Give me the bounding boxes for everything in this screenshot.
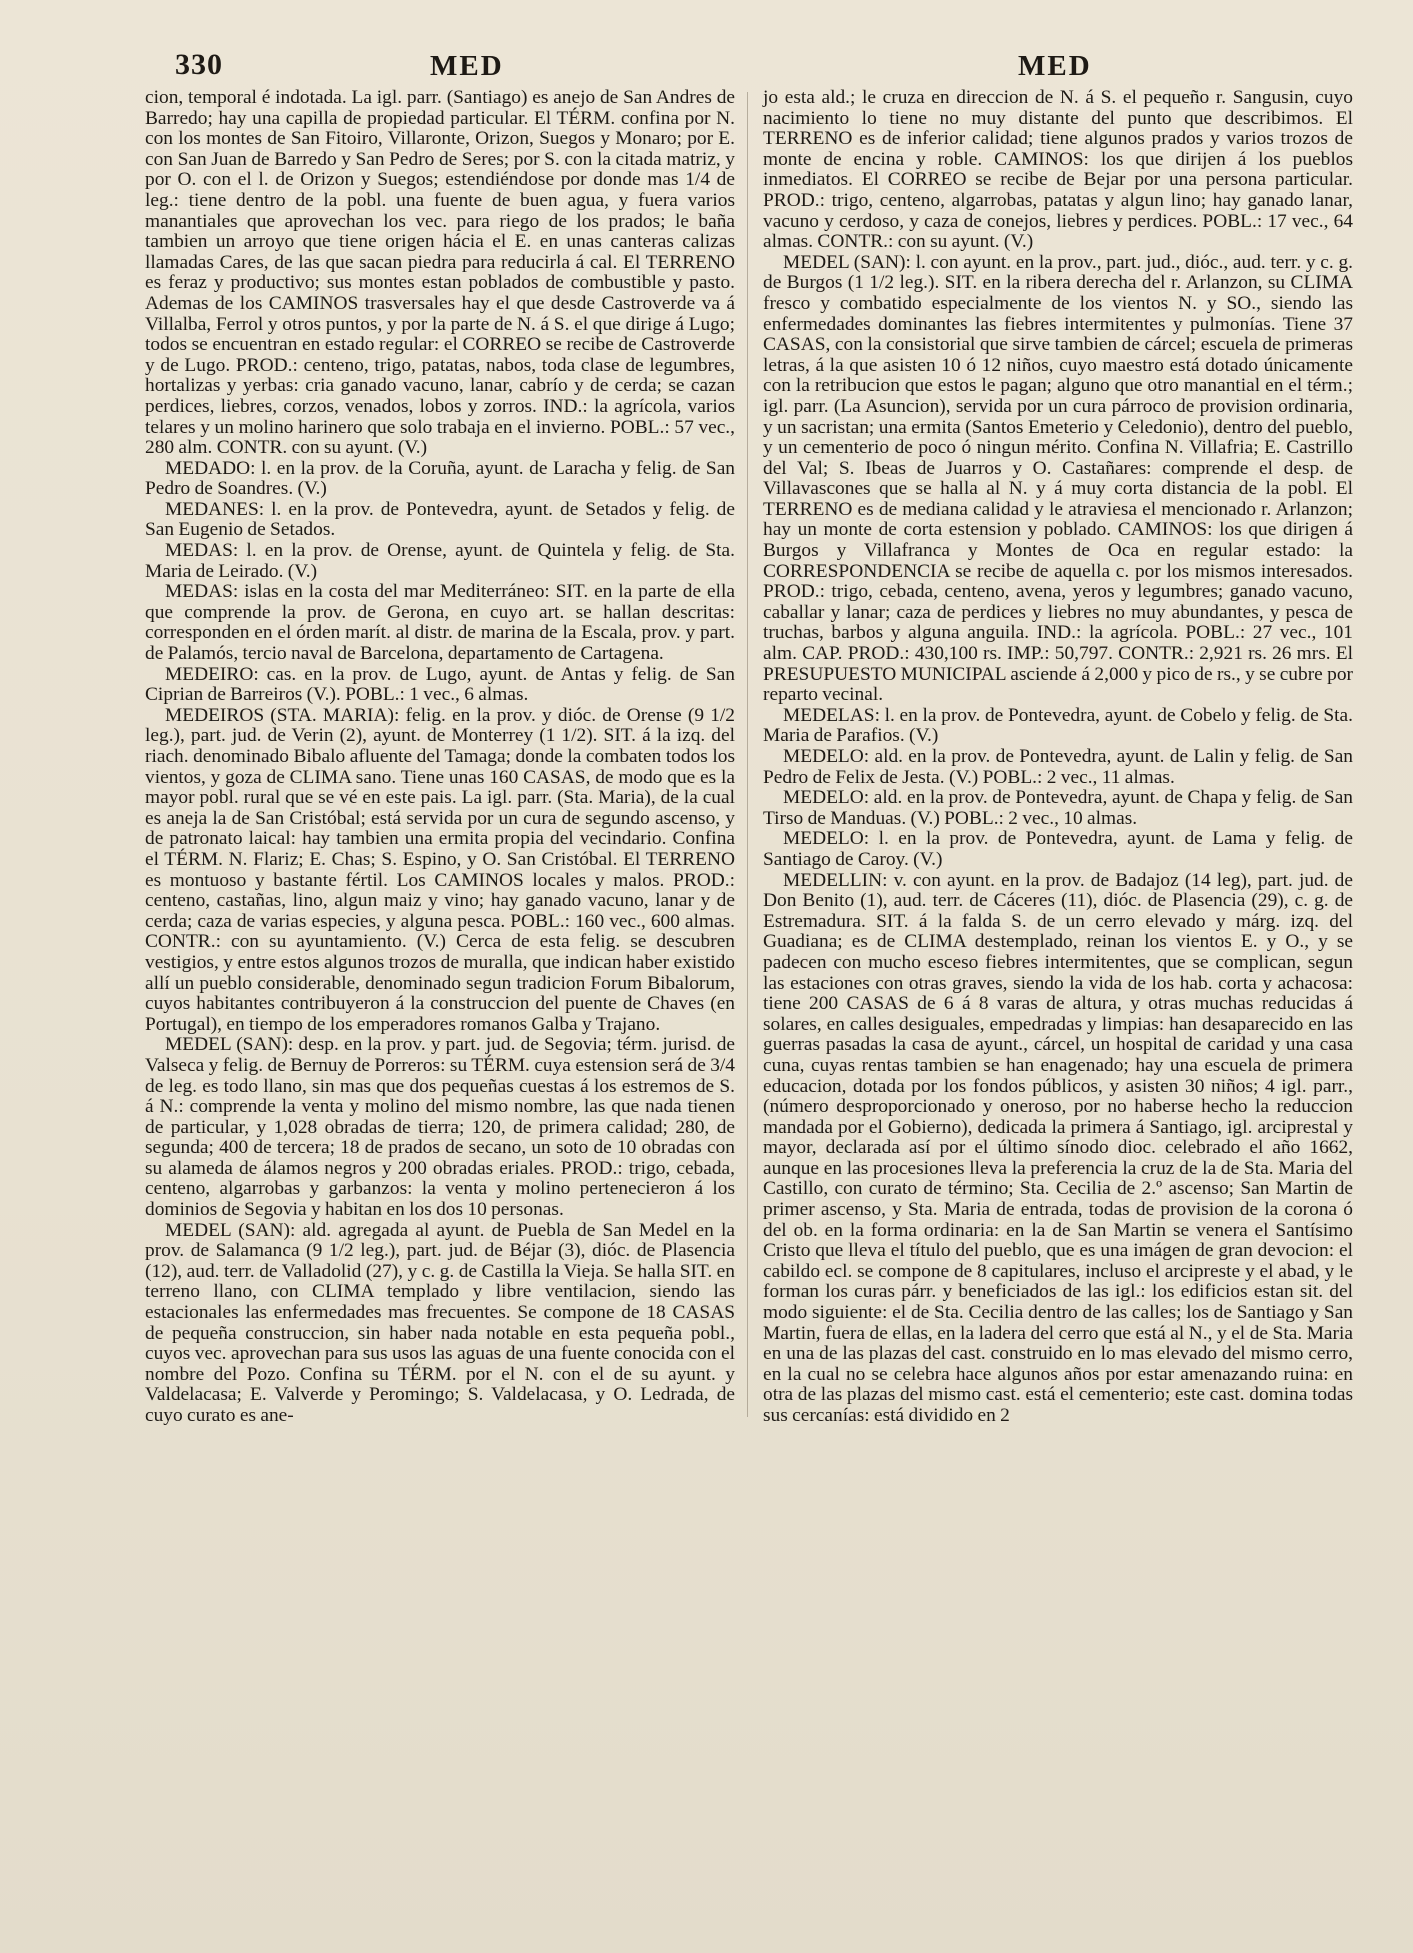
page-number: 330 — [175, 48, 223, 81]
entry-paragraph: MEDELO: ald. en la prov. de Pontevedra, ayunt. de Chapa y felig. de San Tirso de Manduas. (V.) POBL.: 2 vec., 10 almas. — [763, 787, 1353, 829]
left-column — [145, 88, 735, 1427]
entry-paragraph: MEDANES: l. en la prov. de Pontevedra, ayunt. de Setados y felig. de San Eugenio de Setados. — [145, 498, 735, 541]
column-divider — [747, 92, 748, 1417]
running-head-right: MED — [1018, 50, 1092, 82]
entry-paragraph: MEDELO: ald. en la prov. de Pontevedra, ayunt. de Lalin y felig. de San Pedro de Felix de Jesta. (V.) POBL.: 2 vec., 11 almas. — [763, 746, 1353, 788]
page-header — [145, 42, 1353, 88]
entry-paragraph: MEDAS: l. en la prov. de Orense, ayunt. de Quintela y felig. de Sta. Maria de Leirado. (V.) — [145, 540, 735, 582]
entry-paragraph: MEDEIRO: cas. en la prov. de Lugo, ayunt. de Antas y felig. de San Ciprian de Barreiros (V.). POBL.: 1 vec., 6 almas. — [145, 663, 735, 706]
running-head-left: MED — [430, 50, 504, 82]
entry-paragraph: MEDADO: l. en la prov. de la Coruña, ayunt. de Laracha y felig. de San Pedro de Soandres. (V.) — [145, 457, 735, 500]
entry-paragraph: MEDEIROS (STA. MARIA): felig. en la prov. y dióc. de Orense (9 1/2 leg.), part. jud. de Verin (2), ayunt. de Monterrey (1 1/2). SIT. á la izq. del riach. denominado Bibalo afluente del Tamaga; donde la combaten todos los vientos, y goza de CLIMA sano. Tiene unas 160 CASAS, de modo que es la mayor pobl. rural que se vé en este pais. La igl. parr. (Sta. Maria), de la cual es aneja la de San Cristóbal; está servida por un cura de segundo ascenso, y de patronato laical: hay tambien una ermita propia del vecindario. Confina el TÉRM. N. Flariz; E. Chas; S. Espino, y O. San Cristóbal. El TERRENO es montuoso y bastante fértil. Los CAMINOS locales y malos. PROD.: centeno, castañas, lino, algun maiz y vino; hay ganado vacuno, lanar y de cerda; caza de varias especies, y alguna pesca. POBL.: 160 vec., 600 almas. CONTR.: con su ayuntamiento. (V.) Cerca de esta felig. se descubren vestigios, y entre estos algunos trozos de muralla, que indican haber existido allí un pueblo considerable, denominado segun tradicion Forum Bibalorum, cuyos habitantes contribuyeron á la construccion del puente de Chaves (en Portugal), en tiempo de los emperadores romanos Galba y Trajano. — [145, 704, 735, 1035]
text-columns — [145, 88, 1353, 1427]
entry-paragraph: MEDELAS: l. en la prov. de Pontevedra, ayunt. de Cobelo y felig. de Sta. Maria de Parafios. (V.) — [763, 704, 1353, 747]
right-column — [763, 88, 1353, 1427]
entry-paragraph: MEDEL (SAN): ald. agregada al ayunt. de Puebla de San Medel en la prov. de Salamanca (9 1/2 leg.), part. jud. de Béjar (3), dióc. de Plasencia (12), aud. terr. de Valladolid (27), y c. g. de Castilla la Vieja. Se halla SIT. en terreno llano, con CLIMA templado y libre ventilacion, siendo las estacionales las enfermedades mas frecuentes. Se compone de 18 CASAS de pequeña construccion, sin haber nada notable en esta pequeña pobl., cuyos vec. aprovechan para sus usos las aguas de una fuente conocida con el nombre del Pozo. Confina su TÉRM. por el N. con el de su ayunt. y Valdelacasa; E. Valverde y Peromingo; S. Valdelacasa, y O. Ledrada, de cuyo curato es ane- — [145, 1219, 735, 1426]
entry-paragraph: MEDEL (SAN): desp. en la prov. y part. jud. de Segovia; térm. jurisd. de Valseca y felig. de Bernuy de Porreros: su TÉRM. cuya estension será de 3/4 de leg. es todo llano, sin mas que dos pequeñas cuestas á los estremos de S. á N.: comprende la venta y molino del mismo nombre, las que nada tienen de particular, y 1,028 obradas de tierra; 120, de primera calidad; 280, de segunda; 400 de tercera; 18 de prados de secano, un soto de 10 obradas con su alameda de álamos negros y 200 obradas eriales. PROD.: trigo, cebada, centeno, algarrobas y garbanzos: la venta y molino pertenecieron á los dominios de Segovia y habitan en los dos 10 personas. — [145, 1034, 735, 1221]
entry-paragraph: MEDEL (SAN): l. con ayunt. en la prov., part. jud., dióc., aud. terr. y c. g. de Burgos (1 1/2 leg.). SIT. en la ribera derecha del r. Arlanzon, su CLIMA fresco y combatido especialmente de los vientos N. y SO., siendo las enfermedades dominantes las fiebres intermitentes y pulmonías. Tiene 37 CASAS, con la consistorial que sirve tambien de cárcel; escuela de primeras letras, á la que asisten 10 ó 12 niños, cuyo maestro está dotado únicamente con la retribucion que estos le pagan; alguno que otro manantial en el térm.; igl. parr. (La Asuncion), servida por un cura párroco de provision ordinaria, y un sacristan; una ermita (Santos Emeterio y Celedonio), dentro del pueblo, y un cementerio de poco ó ningun mérito. Confina N. Villafria; E. Castrillo del Val; S. Ibeas de Juarros y O. Castañares: comprende el desp. de Villavascones que se halla al N. y á muy corta distancia de la pobl. El TERRENO es de mediana calidad y le atraviesa el mencionado r. Arlanzon; hay un monte de corta estension y poblado. CAMINOS: los que dirigen á Burgos y Villafranca y Montes de Oca en regular estado: la CORRESPONDENCIA se recibe de aquella c. por los mismos interesados. PROD.: trigo, cebada, centeno, avena, yeros y legumbres; ganado vacuno, caballar y lanar; caza de perdices y liebres no muy abundantes, y pesca de truchas, barbos y alguna anguila. IND.: la agrícola. POBL.: 27 vec., 101 alm. CAP. PROD.: 430,100 rs. IMP.: 50,797. CONTR.: 2,921 rs. 26 mrs. El PRESUPUESTO MUNICIPAL asciende á 2,000 y pico de rs., y se cubre por reparto vecinal. — [763, 251, 1353, 706]
entry-paragraph: cion, temporal é indotada. La igl. parr. (Santiago) es anejo de San Andres de Barredo; hay una capilla de propiedad particular. El TÉRM. confina por N. con los montes de San Fitoiro, Villaronte, Orizon, Suegos y Monaro; por E. con San Juan de Barredo y San Pedro de Seres; por S. con la citada matriz, y por O. con el l. de Orizon y Suegos; estendiéndose por donde mas 1/4 de leg.: tiene dentro de la pobl. una fuente de buen agua, y fuera varios manantiales que aprovechan los vec. para riego de los prados; le baña tambien un arroyo que tiene origen hácia el E. en unas canteras calizas llamadas Cares, de las que sacan piedra para reducirla á cal. El TERRENO es feraz y productivo; sus montes estan poblados de combustible y pasto. Ademas de los CAMINOS trasversales hay el que desde Castroverde va á Villalba, Ferrol y otros puntos, y por la parte de N. á S. el que dirige á Lugo; todos se encuentran en estado regular: el CORREO se recibe de Castroverde y de Lugo. PROD.: centeno, trigo, patatas, nabos, toda clase de legumbres, hortalizas y yerbas: cria ganado vacuno, lanar, cabrío y de cerda; se cazan perdices, liebres, corzos, venados, lobos y zorros. IND.: la agrícola, varios telares y un molino harinero que solo trabaja en el invierno. POBL.: 57 vec., 280 alm. CONTR. con su ayunt. (V.) — [145, 87, 735, 459]
entry-paragraph: MEDAS: islas en la costa del mar Mediterráneo: SIT. en la parte de ella que comprende la prov. de Gerona, en cuyo art. se hallan descritas: corresponden en el órden marít. al distr. de marina de la Escala, prov. y part. de Palamós, tercio naval de Barcelona, departamento de Cartagena. — [145, 581, 735, 665]
entry-paragraph: MEDELLIN: v. con ayunt. en la prov. de Badajoz (14 leg), part. jud. de Don Benito (1), aud. terr. de Cáceres (11), dióc. de Plasencia (29), c. g. de Estremadura. SIT. á la falda S. de un cerro elevado y márg. izq. del Guadiana; es de CLIMA destemplado, reinan los vientos E. y O., y se padecen con mucho esceso fiebres intermitentes, que se complican, segun las estaciones con otras graves, siendo la vida de los hab. corta y achacosa: tiene 200 CASAS de 6 á 8 varas de altura, y otras muchas reducidas á solares, en calles desiguales, empedradas y limpias: han desaparecido en las guerras pasadas la casa de ayunt., cárcel, un hospital de caridad y una casa cuna, cuyas rentas tambien se han enagenado; hay una escuela de primera educacion, dotada por los fondos públicos, y asisten 30 niños; 4 igl. parr., (número desproporcionado y oneroso, por no haberse hecho la reduccion mandada por el Gobierno), dedicada la primera á Santiago, igl. arciprestal y mayor, declarada así por el último sínodo dioc. celebrado el año 1662, aunque en las procesiones lleva la preferencia la cruz de la de Sta. Maria del Castillo, con curato de término; Sta. Cecilia de 2.º ascenso; San Martin de primer ascenso, y Sta. Maria de entrada, todas de provision de la corona ó del ob. en la forma ordinaria: en la de San Martin se venera el Santísimo Cristo que lleva el título del pueblo, que es una imágen de gran devocion: el cabildo ecl. se compone de 8 capitulares, incluso el arcipreste y el abad, y le forman los curas párr. y beneficiados de las igl.: los edificios estan sit. del modo siguiente: el de Sta. Cecilia dentro de las calles; los de Santiago y San Martin, fuera de ellas, en la ladera del cerro que está al N., y el de Sta. Maria en una de las plazas del cast. construido en lo mas elevado del mismo cerro, en la cual no se celebra hace algunos años por estar amenazando ruina: en otra de las plazas del mismo cast. está el cementerio; este cast. domina todas sus cercanías: está dividido en 2 — [763, 869, 1353, 1426]
entry-paragraph: MEDELO: l. en la prov. de Pontevedra, ayunt. de Lama y felig. de Santiago de Caroy. (V.) — [763, 828, 1353, 870]
entry-paragraph: jo esta ald.; le cruza en direccion de N. á S. el pequeño r. Sangusin, cuyo nacimiento lo tiene no muy distante del punto que describimos. El TERRENO es de inferior calidad; tiene algunos prados y varios trozos de monte de encina y roble. CAMINOS: los que dirijen á los pueblos inmediatos. El CORREO se recibe de Bejar por una persona particular. PROD.: trigo, centeno, algarrobas, patatas y algun lino; hay ganado lanar, vacuno y cerdoso, y caza de conejos, liebres y perdices. POBL.: 17 vec., 64 almas. CONTR.: con su ayunt. (V.) — [763, 87, 1353, 253]
